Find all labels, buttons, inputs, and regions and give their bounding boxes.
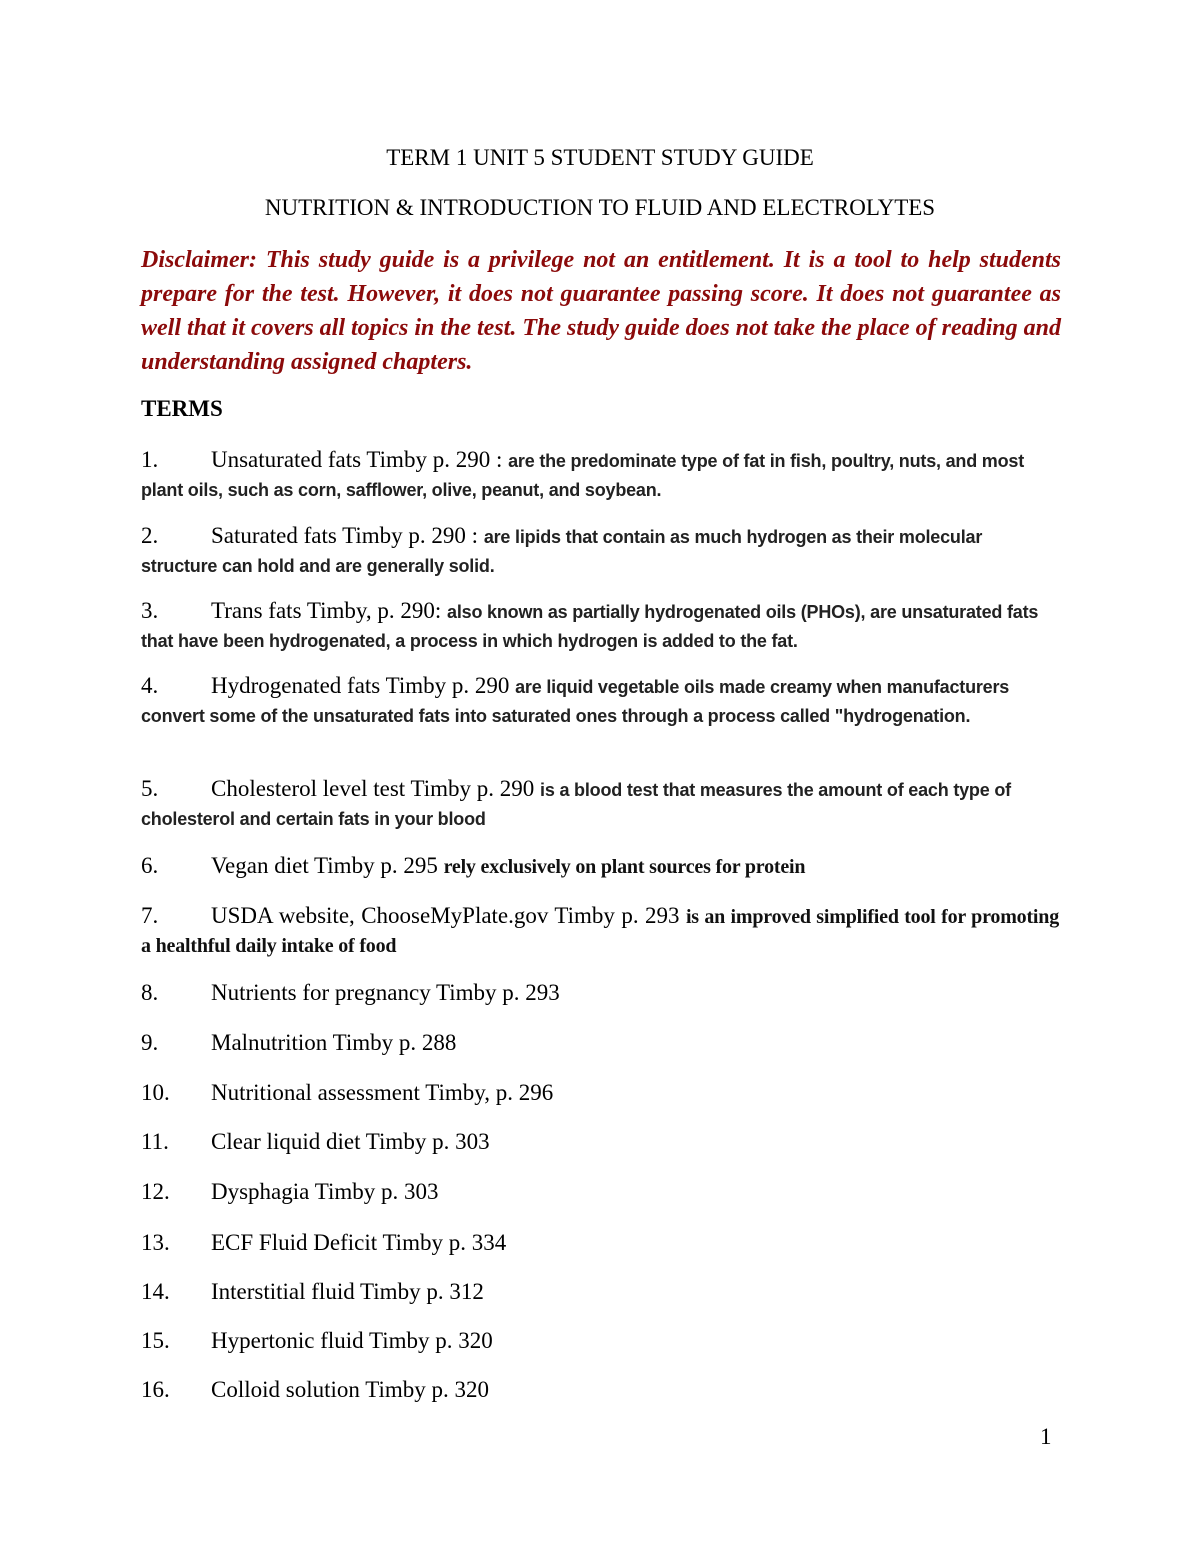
term-name: Colloid solution Timby p. 320 [211, 1377, 489, 1402]
term-item [141, 902, 1059, 960]
term-item [141, 1229, 1059, 1257]
term-name: Trans fats Timby, p. 290: [211, 598, 448, 623]
page-number: 1 [1040, 1424, 1052, 1449]
term-number: 15. [141, 1328, 170, 1353]
term-name: Saturated fats Timby p. 290 : [211, 523, 484, 548]
term-item [141, 1278, 1059, 1306]
term-name: ECF Fluid Deficit Timby p. 334 [211, 1230, 507, 1255]
term-definition: are liquid vegetable oils made creamy when manufacturers convert some of the unsaturated fats into saturated ones through a process called "hydrogenation. [141, 677, 1010, 726]
term-number: 12. [141, 1179, 170, 1204]
disclaimer-text: Disclaimer: This study guide is a privilege not an entitlement. It is a tool to help students prepare for the test. However, it does not guarantee passing score. It does not guarantee as well that it covers all topics in the test. The study guide does not take the place of reading and understanding assigned chapters. [141, 247, 1061, 375]
term-number: 1. [141, 447, 159, 472]
term-name: Malnutrition Timby p. 288 [211, 1030, 457, 1055]
term-definition: are lipids that contain as much hydrogen as their molecular structure can hold and are generally solid. [141, 527, 983, 576]
term-item [141, 1029, 1059, 1057]
term-item [141, 522, 1059, 580]
term-item [141, 446, 1059, 504]
term-number: 3. [141, 598, 159, 623]
term-number: 10. [141, 1080, 170, 1105]
term-name: Interstitial fluid Timby p. 312 [211, 1279, 484, 1304]
term-definition: is an improved simplified tool for promoting a healthful daily intake of food [141, 906, 1059, 957]
term-definition: are the predominate type of fat in fish, poultry, nuts, and most plant oils, such as corn, safflower, olive, peanut, and soybean. [141, 451, 1025, 500]
term-number: 8. [141, 980, 159, 1005]
term-number: 7. [141, 903, 159, 928]
term-number: 2. [141, 523, 159, 548]
term-name: Clear liquid diet Timby p. 303 [211, 1129, 490, 1154]
term-item [141, 1079, 1059, 1107]
term-number: 6. [141, 853, 159, 878]
term-number: 5. [141, 776, 159, 801]
term-item [141, 672, 1059, 730]
term-number: 9. [141, 1030, 159, 1055]
term-item [141, 1376, 1059, 1404]
term-name: Cholesterol level test Timby p. 290 [211, 776, 541, 801]
term-name: Nutrients for pregnancy Timby p. 293 [211, 980, 560, 1005]
term-number: 14. [141, 1279, 170, 1304]
term-item [141, 775, 1059, 833]
terms-heading: TERMS [141, 396, 223, 421]
term-name: Dysphagia Timby p. 303 [211, 1179, 439, 1204]
term-number: 4. [141, 673, 159, 698]
term-name: Nutritional assessment Timby, p. 296 [211, 1080, 554, 1105]
term-definition: also known as partially hydrogenated oils (PHOs), are unsaturated fats that have been hydrogenated, a process in which hydrogen is added to the fat. [141, 602, 1039, 651]
term-number: 16. [141, 1377, 170, 1402]
term-name: Hydrogenated fats Timby p. 290 [211, 673, 516, 698]
document-title: TERM 1 UNIT 5 STUDENT STUDY GUIDE [386, 145, 814, 170]
term-name: Vegan diet Timby p. 295 [211, 853, 444, 878]
term-number: 13. [141, 1230, 170, 1255]
term-item [141, 1178, 1059, 1206]
term-name: USDA website, ChooseMyPlate.gov Timby p. 293 [211, 903, 686, 928]
term-name: Hypertonic fluid Timby p. 320 [211, 1328, 493, 1353]
term-item [141, 597, 1059, 655]
document-subtitle: NUTRITION & INTRODUCTION TO FLUID AND ELECTROLYTES [264, 195, 936, 220]
term-definition: rely exclusively on plant sources for protein [443, 856, 806, 878]
term-item [141, 1327, 1059, 1355]
term-item [141, 852, 1059, 881]
term-name: Unsaturated fats Timby p. 290 : [211, 447, 509, 472]
term-number: 11. [141, 1129, 169, 1154]
term-definition: is a blood test that measures the amount of each type of cholesterol and certain fats in your blood [141, 780, 1011, 829]
term-item [141, 979, 1059, 1007]
term-item [141, 1128, 1059, 1156]
